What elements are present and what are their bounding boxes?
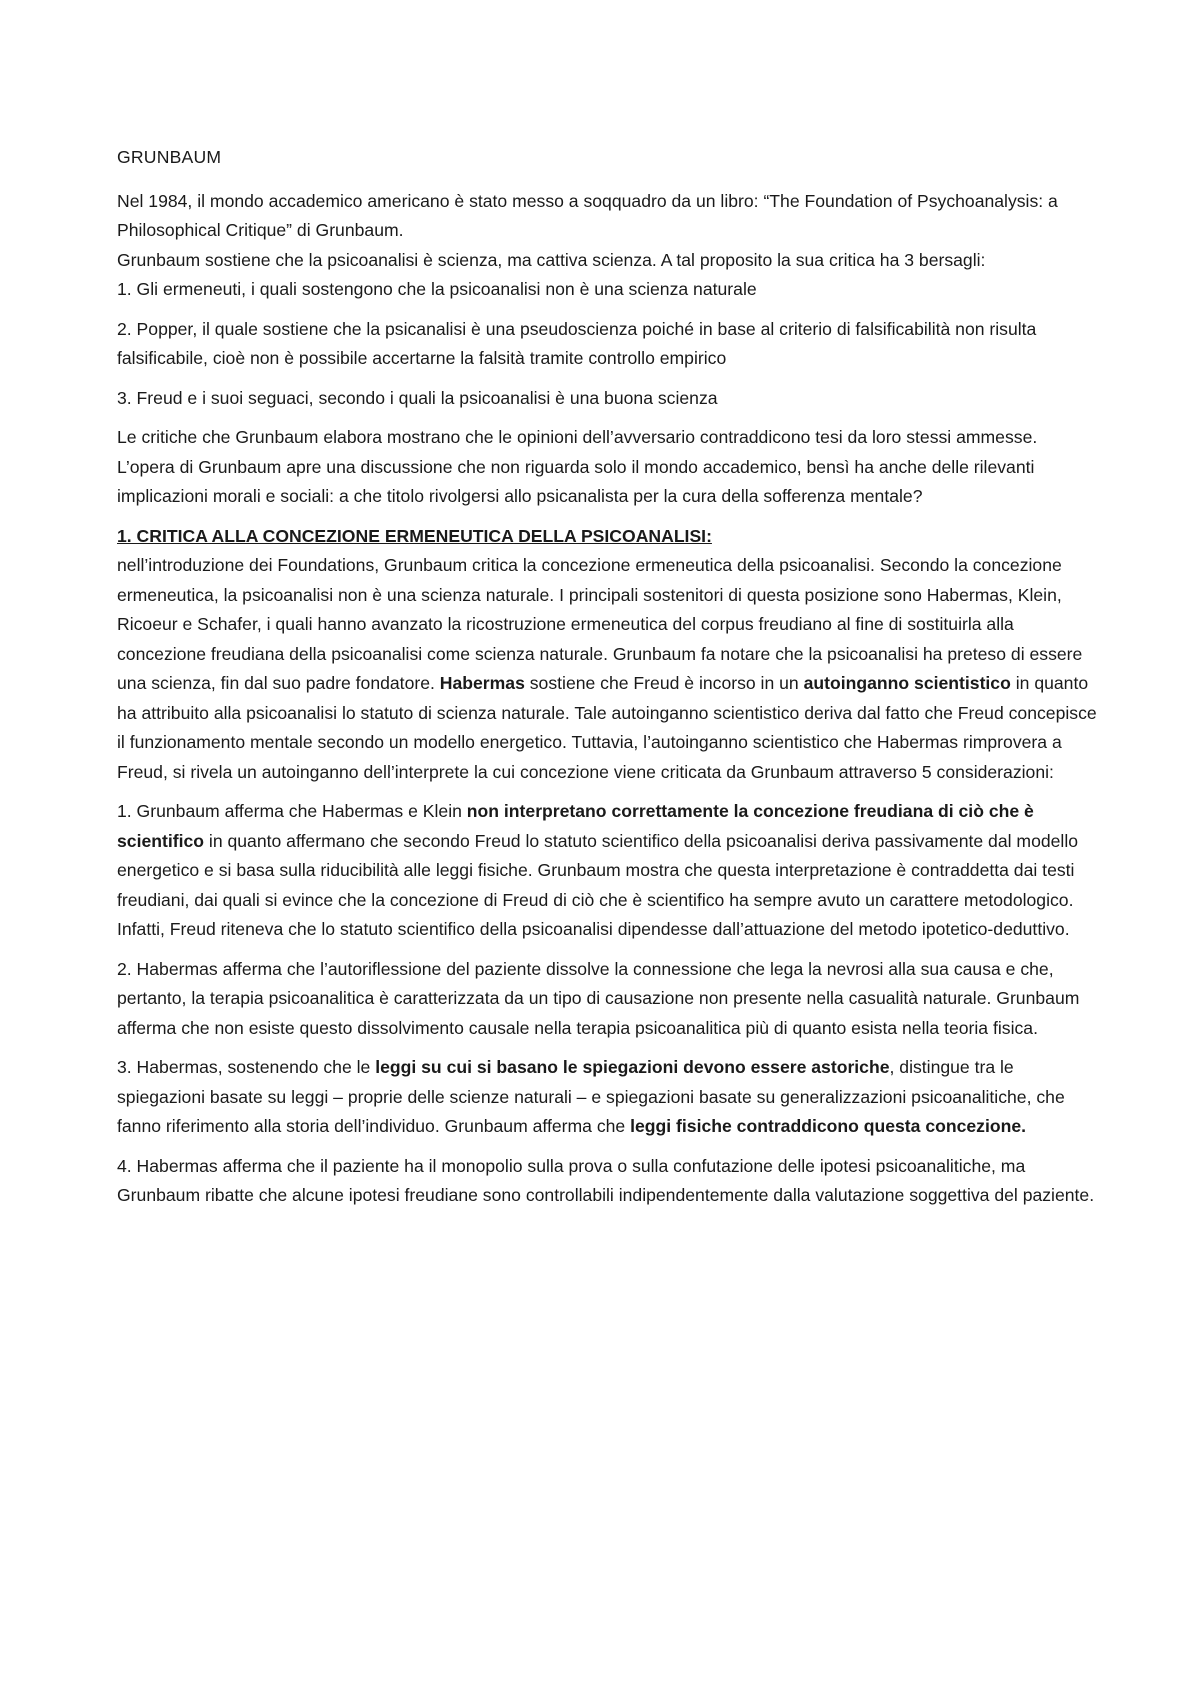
- consideration-1: [117, 797, 1097, 945]
- section-1-heading: 1. CRITICA ALLA CONCEZIONE ERMENEUTICA DELLA PSICOANALISI:: [117, 525, 712, 546]
- target-item-2: 2. Popper, il quale sostiene che la psicanalisi è una pseudoscienza poiché in base al criterio di falsificabilità non risulta falsificabile, cioè non è possibile accertarne la falsità tramite controllo empirico: [117, 318, 1037, 368]
- consideration-3: [117, 1053, 1097, 1142]
- document-title: GRUNBAUM: [117, 147, 222, 167]
- consideration-2: 2. Habermas afferma che l’autoriflessione del paziente dissolve la connessione che lega la nevrosi alla sua causa e che, pertanto, la terapia psicoanalitica è caratterizzata da un tipo di causazione non presente nella casualità naturale. Grunbaum afferma che non esiste questo dissolvimento causale nella terapia psicoanalitica più di quanto esista nella teoria fisica.: [117, 958, 1080, 1038]
- bold-term-habermas: Habermas: [439, 673, 525, 693]
- text-run: 3. Habermas, sostenendo che le: [117, 1057, 376, 1077]
- text-run: 1. Grunbaum afferma che Habermas e Klein: [117, 801, 467, 821]
- bold-phrase: non interpretano correttamente la concezione freudiana di ciò che è scientifico: [117, 801, 1034, 851]
- intro-paragraph-2: Grunbaum sostiene che la psicoanalisi è scienza, ma cattiva scienza. A tal proposito la sua critica ha 3 bersagli:: [117, 249, 986, 270]
- intro-paragraph-3: Le critiche che Grunbaum elabora mostrano che le opinioni dell’avversario contraddicono tesi da loro stessi ammesse. L’opera di Grunbaum apre una discussione che non riguarda solo il mondo accademico, bensì ha anche delle rilevanti implicazioni morali e sociali: a che titolo rivolgersi allo psicanalista per la cura della sofferenza mentale?: [117, 427, 1038, 506]
- text-run: in quanto ha attribuito alla psicoanalisi lo statuto di scienza naturale. Tale autoinganno scientistico deriva dal fatto che Freud concepisce il funzionamento mentale secondo un modello energetico. Tuttavia, l’autoinganno scientistico che Habermas rimprovera a Freud, si rivela un autoinganno dell’interprete la cui concezione viene criticata da Grunbaum attraverso 5 considerazioni:: [117, 673, 1097, 782]
- bold-phrase: leggi su cui si basano le spiegazioni devono essere astoriche: [375, 1057, 890, 1077]
- section-1-paragraph: [117, 551, 1097, 787]
- intro-paragraph-1: Nel 1984, il mondo accademico americano è stato messo a soqquadro da un libro: “The Foundation of Psychoanalysis: a Philosophical Critique” di Grunbaum.: [117, 190, 1058, 240]
- consideration-4: 4. Habermas afferma che il paziente ha il monopolio sulla prova o sulla confutazione delle ipotesi psicoanalitiche, ma Grunbaum ribatte che alcune ipotesi freudiane sono controllabili indipendentemente dalla valutazione soggettiva del paziente.: [117, 1155, 1095, 1205]
- bold-term-autoinganno: autoinganno scientistico: [803, 673, 1011, 693]
- text-run: in quanto affermano che secondo Freud lo statuto scientifico della psicoanalisi deriva passivamente dal modello energetico e si basa sulla riducibilità alle leggi fisiche. Grunbaum mostra che questa interpretazione è contraddetta dai testi freudiani, dai quali si evince che la concezione di Freud di ciò che è scientifico ha sempre avuto un carattere metodologico. Infatti, Freud riteneva che lo statuto scientifico della psicoanalisi dipendesse dall’attuazione del metodo ipotetico-deduttivo.: [117, 830, 1079, 939]
- target-item-1: 1. Gli ermeneuti, i quali sostengono che la psicoanalisi non è una scienza naturale: [117, 279, 757, 299]
- document-page: [117, 143, 1097, 1221]
- target-item-3: 3. Freud e i suoi seguaci, secondo i quali la psicoanalisi è una buona scienza: [117, 387, 718, 408]
- text-run: , distingue tra le spiegazioni basate su leggi – proprie delle scienze naturali – e spiegazioni basate su generalizzazioni psicoanalitiche, che fanno riferimento alla storia dell’individuo. Grunbaum afferma che: [117, 1057, 1065, 1136]
- bold-phrase: leggi fisiche contraddicono questa concezione.: [630, 1116, 1027, 1136]
- text-run: nell’introduzione dei Foundations, Grunbaum critica la concezione ermeneutica della psicoanalisi. Secondo la concezione ermeneutica, la psicoanalisi non è una scienza naturale. I principali sostenitori di questa posizione sono Habermas, Klein, Ricoeur e Schafer, i quali hanno avanzato la ricostruzione ermeneutica del corpus freudiano al fine di sostituirla alla concezione freudiana della psicoanalisi come scienza naturale. Grunbaum fa notare che la psicoanalisi ha preteso di essere una scienza, fin dal suo padre fondatore.: [117, 555, 1083, 693]
- text-run: sostiene che Freud è incorso in un: [524, 673, 804, 693]
